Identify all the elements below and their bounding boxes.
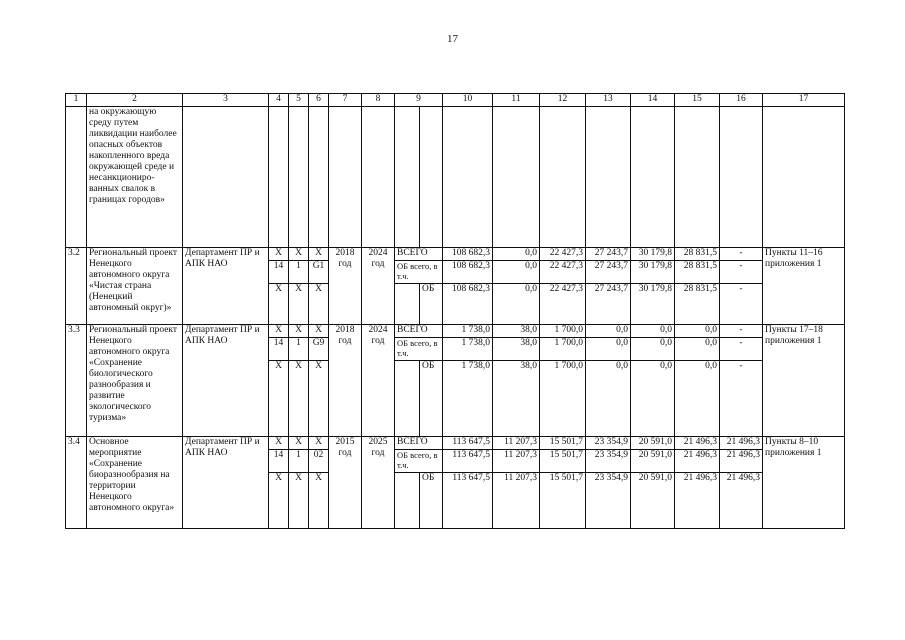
code-cell: X xyxy=(289,284,309,325)
value-cell: 1 738,0 xyxy=(443,325,493,338)
value-cell: 38,0 xyxy=(493,338,540,361)
empty-cell xyxy=(763,107,845,248)
table-row xyxy=(66,437,845,450)
intro-text: на окружающую среду путем ликвидации наиболее опасных объектов накопленного вреда окружающей среде и несанкциониро-ванных свалок в границах городов» xyxy=(87,107,183,248)
empty-cell xyxy=(395,284,420,325)
header-cell: 16 xyxy=(720,94,763,107)
value-cell: 0,0 xyxy=(493,261,540,284)
value-cell: 1 700,0 xyxy=(540,325,586,338)
code-cell: X xyxy=(309,284,329,325)
header-cell: 2 xyxy=(87,94,183,107)
table-row xyxy=(66,248,845,261)
source-cell: ОБ всего, в т.ч. xyxy=(395,261,443,284)
value-cell: 30 179,8 xyxy=(631,261,675,284)
code-cell: X xyxy=(269,284,289,325)
empty-cell xyxy=(631,107,675,248)
code-cell: 1 xyxy=(289,450,309,473)
row-id: 3.3 xyxy=(66,325,87,437)
value-cell: 21 496,3 xyxy=(675,473,720,529)
header-cell: 11 xyxy=(493,94,540,107)
header-cell: 15 xyxy=(675,94,720,107)
value-cell: 15 501,7 xyxy=(540,450,586,473)
value-cell: 0,0 xyxy=(586,361,631,437)
value-cell: 27 243,7 xyxy=(586,248,631,261)
code-cell: X xyxy=(289,473,309,529)
value-cell: 11 207,3 xyxy=(493,450,540,473)
header-cell: 9 xyxy=(395,94,443,107)
end-year: 2025 год xyxy=(362,437,395,529)
empty-cell xyxy=(675,107,720,248)
value-cell: 23 354,9 xyxy=(586,473,631,529)
row-dept: Департамент ПР и АПК НАО xyxy=(183,437,269,529)
empty-cell xyxy=(362,107,395,248)
value-cell: 11 207,3 xyxy=(493,437,540,450)
value-cell: 1 700,0 xyxy=(540,338,586,361)
value-cell: 21 496,3 xyxy=(720,473,763,529)
value-cell: 27 243,7 xyxy=(586,284,631,325)
value-cell: 21 496,3 xyxy=(675,450,720,473)
source-cell: ОБ всего, в т.ч. xyxy=(395,338,443,361)
value-cell: 21 496,3 xyxy=(675,437,720,450)
value-cell: 28 831,5 xyxy=(675,284,720,325)
code-cell: 14 xyxy=(269,338,289,361)
header-cell: 13 xyxy=(586,94,631,107)
value-cell: 0,0 xyxy=(493,284,540,325)
source-cell: ВСЕГО xyxy=(395,437,443,450)
value-cell: 0,0 xyxy=(675,361,720,437)
value-cell: 30 179,8 xyxy=(631,248,675,261)
value-cell: 0,0 xyxy=(675,338,720,361)
value-cell: 113 647,5 xyxy=(443,450,493,473)
code-cell: X xyxy=(309,437,329,450)
code-cell: X xyxy=(269,325,289,338)
value-cell: 15 501,7 xyxy=(540,437,586,450)
code-cell: 14 xyxy=(269,450,289,473)
empty-cell xyxy=(395,361,420,437)
row-note: Пункты 8–10 приложения 1 xyxy=(763,437,845,529)
row-name: Региональный проект Ненецкого автономного округа «Чистая страна (Ненецкий автономный округ)» xyxy=(87,248,183,325)
header-cell: 10 xyxy=(443,94,493,107)
value-cell: 22 427,3 xyxy=(540,248,586,261)
row-id: 3.2 xyxy=(66,248,87,325)
header-cell: 12 xyxy=(540,94,586,107)
value-cell: 28 831,5 xyxy=(675,261,720,284)
page-number: 17 xyxy=(447,33,458,45)
code-cell: X xyxy=(269,473,289,529)
row-id: 3.4 xyxy=(66,437,87,529)
row-note: Пункты 17–18 приложения 1 xyxy=(763,325,845,437)
value-cell: 113 647,5 xyxy=(443,437,493,450)
value-cell: 28 831,5 xyxy=(675,248,720,261)
empty-cell xyxy=(395,473,420,529)
value-cell: 20 591,0 xyxy=(631,450,675,473)
row-dept: Департамент ПР и АПК НАО xyxy=(183,248,269,325)
code-cell: X xyxy=(269,248,289,261)
value-cell: - xyxy=(720,361,763,437)
empty-cell xyxy=(493,107,540,248)
value-cell: - xyxy=(720,248,763,261)
value-cell: - xyxy=(720,261,763,284)
value-cell: - xyxy=(720,325,763,338)
value-cell: 38,0 xyxy=(493,361,540,437)
empty-cell xyxy=(540,107,586,248)
code-cell: G9 xyxy=(309,338,329,361)
code-cell: 02 xyxy=(309,450,329,473)
empty-cell xyxy=(289,107,309,248)
program-table xyxy=(65,93,845,529)
start-year: 2018 год xyxy=(329,325,362,437)
code-cell: X xyxy=(269,361,289,437)
value-cell: 1 738,0 xyxy=(443,338,493,361)
value-cell: 20 591,0 xyxy=(631,437,675,450)
code-cell: 1 xyxy=(289,338,309,361)
empty-cell xyxy=(443,107,493,248)
code-cell: X xyxy=(289,248,309,261)
table-row xyxy=(66,325,845,338)
source-cell: ОБ всего, в т.ч. xyxy=(395,450,443,473)
empty-cell xyxy=(269,107,289,248)
empty-cell xyxy=(309,107,329,248)
header-cell: 6 xyxy=(309,94,329,107)
end-year: 2024 год xyxy=(362,325,395,437)
value-cell: 0,0 xyxy=(631,325,675,338)
value-cell: 0,0 xyxy=(586,338,631,361)
empty-cell xyxy=(720,107,763,248)
value-cell: 23 354,9 xyxy=(586,450,631,473)
code-cell: X xyxy=(289,361,309,437)
code-cell: X xyxy=(309,473,329,529)
code-cell: G1 xyxy=(309,261,329,284)
value-cell: - xyxy=(720,284,763,325)
code-cell: 1 xyxy=(289,261,309,284)
empty-cell xyxy=(183,107,269,248)
header-cell: 17 xyxy=(763,94,845,107)
code-cell: 14 xyxy=(269,261,289,284)
value-cell: 0,0 xyxy=(631,361,675,437)
code-cell: X xyxy=(309,325,329,338)
start-year: 2018 год xyxy=(329,248,362,325)
value-cell: 108 682,3 xyxy=(443,261,493,284)
value-cell: 20 591,0 xyxy=(631,473,675,529)
row-name: Региональный проект Ненецкого автономного округа «Сохранение биологического разнообразия и развитие экологического туризма» xyxy=(87,325,183,437)
header-cell: 3 xyxy=(183,94,269,107)
value-cell: 30 179,8 xyxy=(631,284,675,325)
end-year: 2024 год xyxy=(362,248,395,325)
header-cell: 5 xyxy=(289,94,309,107)
source-cell: ВСЕГО xyxy=(395,325,443,338)
code-cell: X xyxy=(289,437,309,450)
value-cell: 0,0 xyxy=(675,325,720,338)
empty-cell xyxy=(420,107,443,248)
value-cell: 21 496,3 xyxy=(720,437,763,450)
value-cell: 0,0 xyxy=(493,248,540,261)
value-cell: 113 647,5 xyxy=(443,473,493,529)
code-cell: X xyxy=(309,361,329,437)
empty-cell xyxy=(329,107,362,248)
value-cell: 0,0 xyxy=(631,338,675,361)
code-cell: X xyxy=(309,248,329,261)
empty-cell xyxy=(395,107,420,248)
source-cell: ВСЕГО xyxy=(395,248,443,261)
header-cell: 1 xyxy=(66,94,87,107)
header-cell: 8 xyxy=(362,94,395,107)
value-cell: 21 496,3 xyxy=(720,450,763,473)
source-cell: ОБ xyxy=(420,284,443,325)
header-cell: 4 xyxy=(269,94,289,107)
header-cell: 14 xyxy=(631,94,675,107)
empty-cell xyxy=(66,107,87,248)
value-cell: 22 427,3 xyxy=(540,261,586,284)
value-cell: 108 682,3 xyxy=(443,284,493,325)
value-cell: 27 243,7 xyxy=(586,261,631,284)
row-note: Пункты 11–16 приложения 1 xyxy=(763,248,845,325)
code-cell: X xyxy=(269,437,289,450)
value-cell: 22 427,3 xyxy=(540,284,586,325)
row-dept: Департамент ПР и АПК НАО xyxy=(183,325,269,437)
row-name: Основное мероприятие «Сохранение биоразнообразия на территории Ненецкого автономного округа» xyxy=(87,437,183,529)
start-year: 2015 год xyxy=(329,437,362,529)
header-cell: 7 xyxy=(329,94,362,107)
value-cell: 23 354,9 xyxy=(586,437,631,450)
value-cell: 15 501,7 xyxy=(540,473,586,529)
source-cell: ОБ xyxy=(420,361,443,437)
empty-cell xyxy=(586,107,631,248)
value-cell: 1 700,0 xyxy=(540,361,586,437)
header-row xyxy=(66,94,845,107)
value-cell: 38,0 xyxy=(493,325,540,338)
code-cell: X xyxy=(289,325,309,338)
value-cell: 0,0 xyxy=(586,325,631,338)
value-cell: 11 207,3 xyxy=(493,473,540,529)
source-cell: ОБ xyxy=(420,473,443,529)
value-cell: 1 738,0 xyxy=(443,361,493,437)
value-cell: - xyxy=(720,338,763,361)
table-row xyxy=(66,107,845,248)
value-cell: 108 682,3 xyxy=(443,248,493,261)
